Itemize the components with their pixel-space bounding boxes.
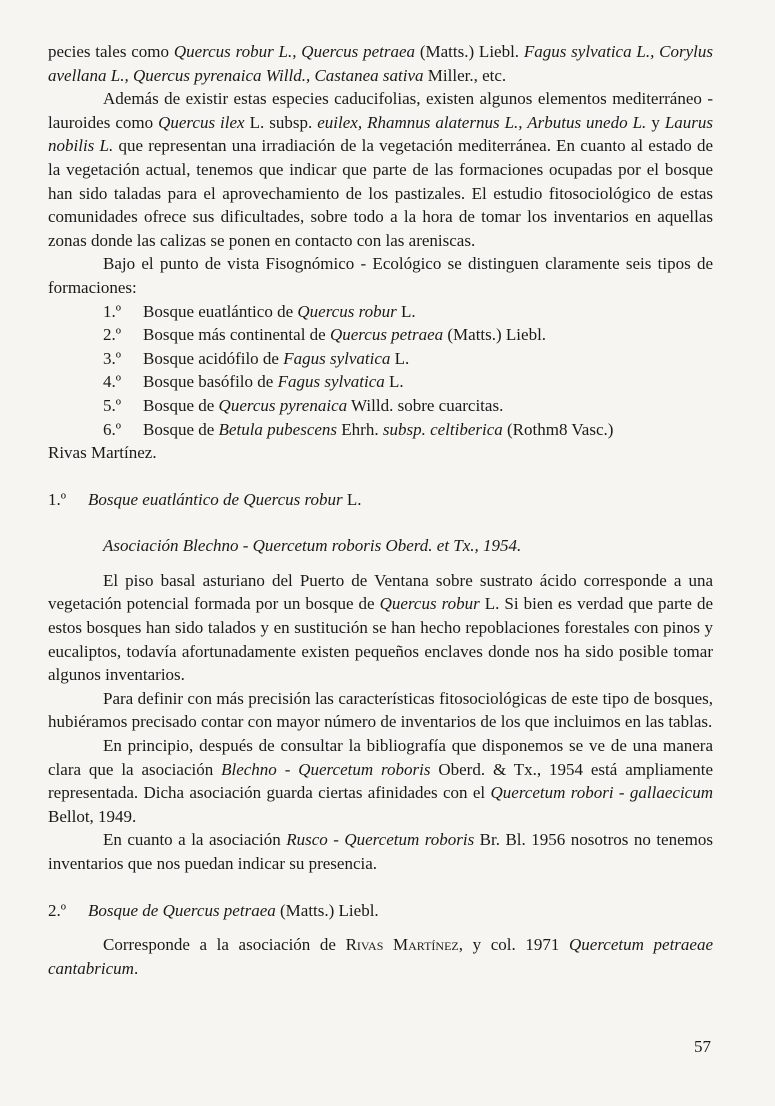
text: Corresponde a la asociación de (103, 935, 346, 955)
list-text (143, 370, 713, 394)
association-heading: Asociación Blechno - Quercetum roboris Oberd. et Tx., 1954. (103, 536, 522, 556)
section-number: 2.º (48, 900, 67, 920)
species-name: Quercus robur (379, 594, 480, 614)
text: L. Si bien es verdad que parte de estos bosques han sido talados y en sustitución se han hecho repoblaciones forestales con pinos y eucaliptos, todavía afortunadamente existen pequeños enclaves donde nos ha sido posible tomar algunos inventarios. (48, 594, 714, 685)
section-title-italic: Bosque euatlántico de Quercus robur (88, 489, 343, 509)
species-name: Quercus robur L., (173, 42, 297, 61)
list-item (48, 370, 713, 394)
species-name: Quercus pyrenaica (218, 395, 348, 415)
species-name: Fagus sylvatica (277, 372, 385, 392)
list-number: 2.º (103, 325, 122, 345)
text: Ehrh. (337, 419, 383, 439)
text: Bosque acidófilo de (143, 348, 284, 368)
paragraph-1 (48, 40, 713, 87)
list-item (48, 347, 713, 371)
species-name: Quercus ilex (158, 112, 245, 132)
species-name: Laurus nobilis L. (48, 112, 713, 156)
species-name: Quercetum petraeae cantabricum (48, 935, 713, 978)
list-item-continuation: Rivas Martínez. (48, 443, 157, 463)
list-text (143, 418, 713, 442)
text: Bosque más continental de (143, 325, 330, 345)
species-name: Quercus petraea (329, 325, 444, 345)
text: L. (396, 301, 416, 321)
author-name: Rivas Martínez (345, 935, 459, 955)
list-number: 1.º (103, 301, 122, 321)
species-name: Rusco - Quercetum roboris (286, 830, 475, 850)
paragraph-8 (48, 933, 713, 980)
text: L. subsp. (244, 112, 318, 132)
list-text (143, 323, 713, 347)
list-item (48, 323, 713, 347)
species-name: Blechno - Quercetum roboris (221, 759, 431, 779)
section-title (88, 488, 362, 512)
species-name: Fagus sylvatica L., Corylus avellana L., Quercus pyrenaica Willd., Castanea sativa (48, 42, 714, 85)
text: Bosque basófilo de (143, 372, 278, 392)
section-title-italic: Bosque de Quercus petraea (88, 900, 276, 920)
text: (Rothm8 Vasc.) (502, 419, 614, 439)
text: , y col. 1971 (458, 935, 569, 955)
list-number: 5.º (103, 395, 122, 415)
text: Bosque euatlántico de (143, 301, 298, 321)
text: (Matts.) Liebl. (415, 42, 524, 61)
list-text (143, 394, 713, 418)
text: pecies tales como (48, 42, 174, 61)
list-number: 3.º (103, 348, 122, 368)
text: Br. Bl. 1956 nosotros no tenemos inventarios que nos puedan indicar su presencia. (48, 830, 713, 873)
paragraph-3: Bajo el punto de vista Fisognómico - Ecológico se distinguen claramente seis tipos de formaciones: (48, 254, 713, 297)
paragraph-2 (48, 87, 713, 252)
text: Miller., etc. (423, 65, 507, 85)
species-name: subsp. celtiberica (382, 419, 503, 439)
list-item (48, 300, 713, 324)
species-name: Fagus sylvatica (283, 348, 391, 368)
list-item (48, 394, 713, 418)
list-number: 4.º (103, 372, 122, 392)
paragraph-7 (48, 828, 713, 875)
species-name: Quercus petraea (301, 42, 416, 61)
formation-list (48, 300, 713, 465)
text: Oberd. & Tx., 1954 está ampliamente representada. Dicha asociación guarda ciertas afinidades con el (48, 759, 713, 803)
text: Bosque de (143, 419, 219, 439)
text: Bosque de (143, 395, 219, 415)
text: Bellot, 1949. (48, 806, 137, 826)
paragraph-4 (48, 569, 713, 687)
species-name: Quercus robur (297, 301, 397, 321)
paragraph-5: Para definir con más precisión las características fitosociológicas de este tipo de bosques, hubiéramos precisado contar con mayor número de inventarios de los que incluimos en las tablas. (48, 688, 713, 732)
text: Además de existir estas especies caducifolias, existen algunos elementos mediterráneo - lauroides como (48, 89, 713, 132)
text: . (133, 958, 139, 978)
species-name: Quercetum robori - gallaecicum (490, 783, 713, 803)
text: (Matts.) Liebl. (275, 900, 379, 920)
list-item (48, 418, 713, 442)
section-number: 1.º (48, 489, 67, 509)
list-text (143, 300, 713, 324)
species-name: Betula pubescens (218, 419, 338, 439)
section-heading-2 (48, 899, 713, 923)
text: El piso basal asturiano del Puerto de Ventana sobre sustrato ácido corresponde a una vegetación potencial formada por un bosque de (48, 570, 713, 614)
section-heading-1 (48, 488, 713, 512)
text: En principio, después de consultar la bibliografía que disponemos se ve de una manera clara que la asociación (48, 736, 713, 779)
text: L. (390, 348, 410, 368)
text: Willd. sobre cuarcitas. (347, 395, 504, 415)
text: (Matts.) Liebl. (443, 325, 547, 345)
paragraph-6 (48, 734, 713, 828)
text: que representan una irradiación de la vegetación mediterránea. En cuanto al estado de la vegetación actual, tenemos que indicar que parte de las formaciones ocupadas por el bosque han sido taladas para el aprovechamiento de los pastizales. El estudio fitosociológico de estas comunidades ofrece sus dificultades, sobre todo a la hora de tomar los inventarios en aquellas zonas donde las calizas se ponen en contacto con las areniscas. (48, 136, 713, 250)
text: y (646, 112, 665, 132)
list-number: 6.º (103, 419, 122, 439)
species-name: euilex, Rhamnus alaternus L., Arbutus unedo L. (317, 112, 647, 132)
text: L. (342, 489, 362, 509)
text: En cuanto a la asociación (103, 830, 287, 850)
section-title (88, 899, 379, 923)
page-number: 57 (694, 1037, 711, 1056)
text: L. (384, 372, 404, 392)
list-text (143, 347, 713, 371)
